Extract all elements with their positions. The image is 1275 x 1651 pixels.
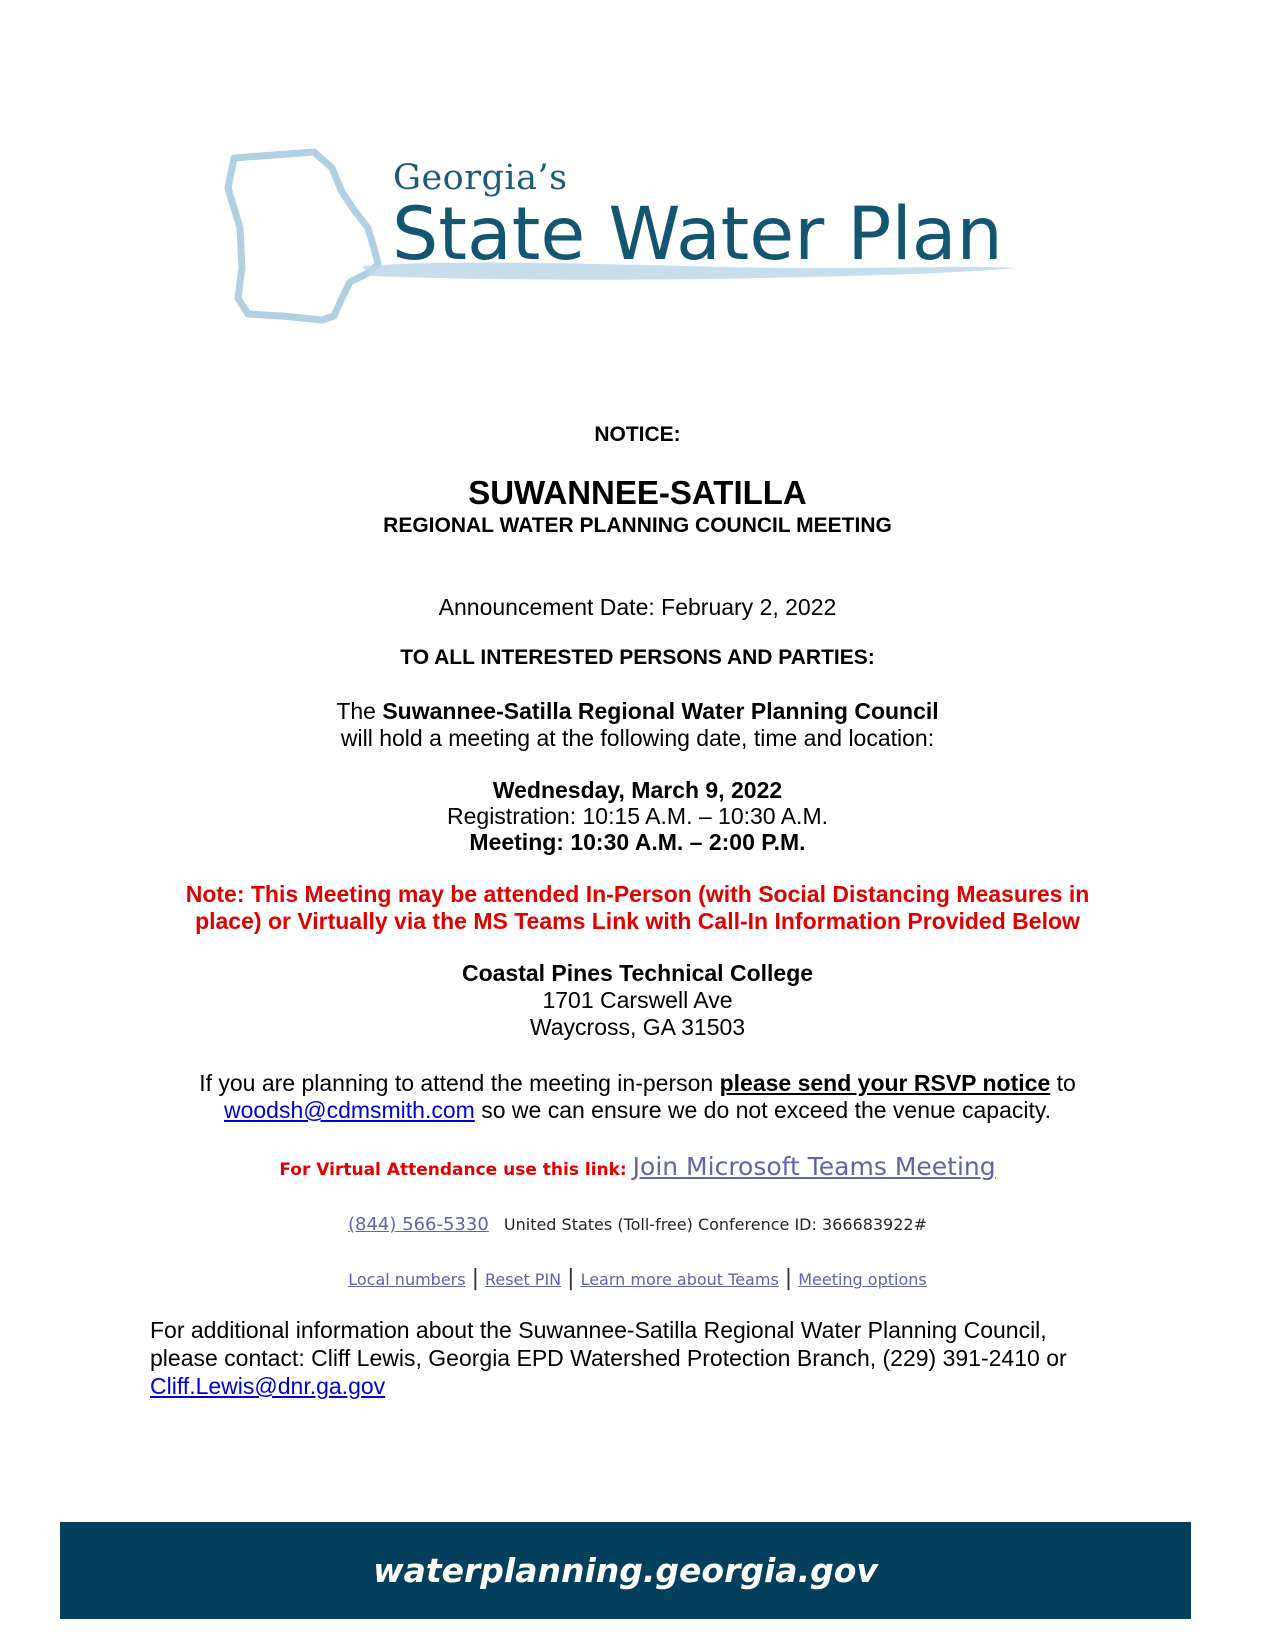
logo-tagline: Georgia’s xyxy=(393,158,568,198)
venue-name: Coastal Pines Technical College xyxy=(461,960,814,986)
rsvp-prefix: If you are planning to attend the meeting in-person xyxy=(199,1070,720,1096)
rsvp-emphasis: please send your RSVP notice xyxy=(719,1070,1051,1096)
intro-line-2: will hold a meeting at the following date, time and location: xyxy=(340,725,935,751)
venue-address-1: 1701 Carswell Ave xyxy=(542,987,733,1013)
separator: | xyxy=(784,1266,793,1291)
page-title: SUWANNEE-SATILLA xyxy=(468,474,807,511)
intro-line-1 xyxy=(0,698,1275,725)
rsvp-line-2 xyxy=(0,1097,1275,1124)
contact-email-link[interactable]: Cliff.Lewis@dnr.ga.gov xyxy=(150,1373,386,1399)
intro-prefix: The xyxy=(336,698,383,724)
separator: | xyxy=(567,1266,575,1291)
footer-url[interactable]: waterplanning.georgia.gov xyxy=(373,1551,878,1590)
local-numbers-link[interactable]: Local numbers xyxy=(348,1270,466,1289)
rsvp-email-link[interactable]: woodsh@cdmsmith.com xyxy=(223,1097,475,1123)
join-teams-link[interactable]: Join Microsoft Teams Meeting xyxy=(632,1152,996,1181)
meeting-options-link[interactable]: Meeting options xyxy=(798,1270,927,1289)
announcement-date: Announcement Date: February 2, 2022 xyxy=(438,594,837,620)
logo-title: State Water Plan xyxy=(392,192,1003,277)
rsvp-capacity-text: so we can ensure we do not exceed the venue capacity. xyxy=(474,1097,1052,1123)
dial-in-row xyxy=(0,1214,1275,1235)
reset-pin-link[interactable]: Reset PIN xyxy=(485,1270,562,1289)
contact-line-2: please contact: Cliff Lewis, Georgia EPD Watershed Protection Branch, (229) 391-2410 or xyxy=(150,1345,1067,1371)
note-line-1: Note: This Meeting may be attended In-Person (with Social Distancing Measures in xyxy=(185,881,1090,907)
contact-paragraph xyxy=(150,1316,1150,1400)
registration-time: Registration: 10:15 A.M. – 10:30 A.M. xyxy=(447,803,828,829)
phone-link[interactable]: (844) 566-5330 xyxy=(348,1214,489,1235)
venue-address-2: Waycross, GA 31503 xyxy=(529,1014,746,1040)
meeting-time: Meeting: 10:30 A.M. – 2:00 P.M. xyxy=(469,829,806,855)
notice-label: NOTICE: xyxy=(594,423,681,446)
learn-more-link[interactable]: Learn more about Teams xyxy=(580,1270,779,1289)
contact-line-1: For additional information about the Suwannee-Satilla Regional Water Planning Council, xyxy=(150,1317,1047,1343)
conference-info: United States (Toll-free) Conference ID: 366683922# xyxy=(503,1215,927,1234)
virtual-label: For Virtual Attendance use this link: xyxy=(279,1160,633,1180)
meeting-date: Wednesday, March 9, 2022 xyxy=(492,777,783,803)
separator: | xyxy=(471,1266,480,1291)
note-line-2: place) or Virtually via the MS Teams Link with Call-In Information Provided Below xyxy=(195,908,1080,934)
rsvp-line-1 xyxy=(0,1070,1275,1097)
page-subtitle: REGIONAL WATER PLANNING COUNCIL MEETING xyxy=(383,514,892,537)
virtual-attendance-row xyxy=(0,1152,1275,1181)
footer-banner xyxy=(60,1522,1191,1619)
teams-links-row xyxy=(0,1266,1275,1291)
council-name: Suwannee-Satilla Regional Water Planning Council xyxy=(382,698,939,724)
salutation: TO ALL INTERESTED PERSONS AND PARTIES: xyxy=(400,646,875,669)
rsvp-suffix: to xyxy=(1050,1070,1076,1096)
